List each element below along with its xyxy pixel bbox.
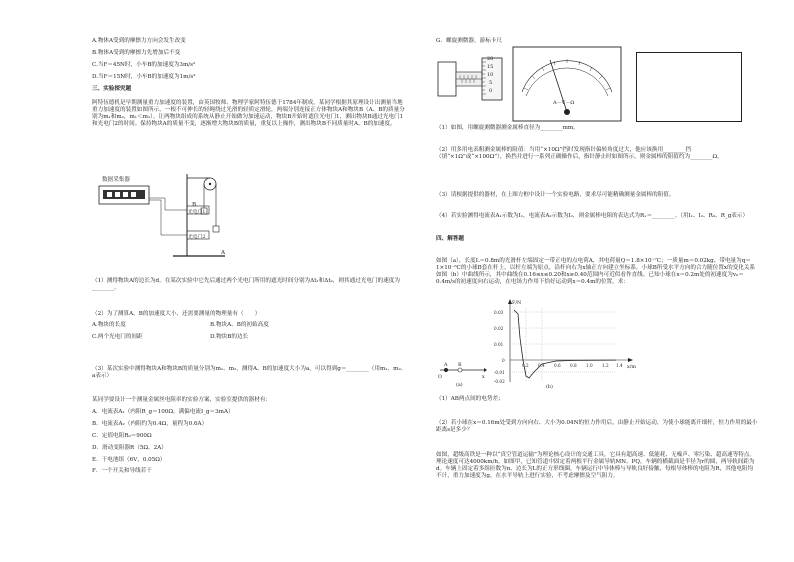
equipment-c: C．定值电阻R₀＝900Ω — [92, 433, 152, 439]
fig-label-b: B — [192, 202, 197, 208]
right-question-2: （2）用多用电表粗测金属棒的阻值：当用“×10Ω”挡时发现指针偏转角度过大，他应该换用________挡（填“×1Ω”或“×100Ω”），换挡并进行一系列正确操作后，指针静止时如图所示，则金属棒的阻值约为________Ω。 — [436, 147, 723, 160]
section-title-experiment: 三、实验探究题 — [92, 86, 132, 92]
figure-b-force-graph — [496, 298, 636, 390]
fig-label-a: A — [221, 250, 226, 256]
sub-question-1: （1）AB两点间的电势差； — [436, 396, 504, 402]
option-c: C.当F＝45N时，小车B的加速度为3m/s² — [92, 62, 196, 68]
graph-ytick: -0.02 — [494, 379, 505, 384]
graph-xtick: 1.2 — [602, 363, 609, 368]
equipment-d: D．滑动变阻器R（5Ω，2A） — [92, 445, 167, 451]
hyperloop-problem: 如图，超级高铁是一种以“真空管道运输”为理论核心设计的交通工具，它具有超高速、低能耗、无噪声、零污染、超高速等特点。理论速度可达4000km/h。如图甲，已知管道中固定着两根平行金属导轨MN、PQ，车辆的横截面是半径为r的圆，两导轨间距为d。车辆上固定着多组匝数为n、边长为L的正方形线圈，车辆运行中导体棒与导轨良好接触，每根导体棒的电阻为R，其他电阻均不计，重力加速度为g。在水平导轨上进行实验，不考虑摩擦及空气阻力。 — [436, 452, 755, 479]
graph-y-label: F/N — [512, 301, 522, 306]
right-question-4: （4）若实验测得电流表A₁示数为I₁，电流表A₂示数为I₂，则金属棒电阻的表达式为Rₓ＝________。（用I₁、I₂、R₀、R_g表示） — [436, 213, 749, 219]
fig-label-gate2: 光电门2 — [188, 235, 206, 240]
option-d: D.当F＝15N时，小车B的加速度为1m/s² — [92, 74, 196, 80]
circuit-design-box — [636, 52, 742, 122]
graph-xtick: 0.8 — [570, 363, 577, 368]
graph-xtick: 1.4 — [616, 363, 623, 368]
graph-ytick: 0 — [502, 358, 505, 363]
micrometer-tick-5: 5 — [489, 80, 493, 86]
equipment-a: A．电流表A₁（内阻R_g＝100Ω，满偏电流I_g＝3mA） — [92, 409, 234, 415]
graph-xtick: 0.4 — [538, 363, 545, 368]
micrometer-tick-15: 15 — [487, 64, 494, 70]
graph-ytick: 0.02 — [494, 326, 504, 331]
micrometer-tick-10: 10 — [487, 72, 494, 78]
question-3: （3）某次实验中测得物块A和物块B的质量分别为m₁、m₂，测得A、B的加速度大小为a，可以得到g＝________（用m₁、m₂、a表示） — [92, 366, 407, 379]
fig-a-caption: (a) — [456, 383, 463, 388]
q2-option-b: B.物块A、B的初始高度 — [210, 322, 269, 328]
equipment-g: G．螺旋测微器，游标卡尺 — [436, 38, 503, 44]
micrometer-tick-20: 20 — [487, 56, 494, 62]
graph-xtick: 0.6 — [554, 363, 561, 368]
electric-field-problem: 如图（a），长度L＝0.8m的光滑杆左端固定一带正电的点电荷A，其电荷量Q＝1.8×10⁻⁷C；一质量m＝0.02kg、带电量为q＝1×10⁻⁶C的小球B套在杆上，以杆左端为原点，沿杆向右为x轴正方向建立坐标系。小球B所受水平方向的合力随位置x的变化关系如图（b）中曲线所示，其中曲线在0.16≤x≤0.20和x≥0.40范围内可近似看作直线。已知小球在x＝0.2m处的初速度为v₀＝0.4m/s的初速度向右运动，在电场力作用下恰好运动到x＝0.4m的位置，求： — [436, 258, 756, 285]
equipment-f: F．一个开关和导线若干 — [92, 468, 152, 474]
graph-xtick: 1.0 — [586, 363, 593, 368]
question-2: （2）为了测算A、B的加速度大小，还需要测量的物理量有（ ） — [92, 311, 261, 317]
option-b: B.物体A受到的摩擦力先增加后不变 — [92, 50, 181, 56]
multimeter-mark: A－V－Ω — [553, 100, 575, 106]
fig-a-label-x: x — [482, 375, 485, 380]
q2-option-d: D.物块B的边长 — [210, 334, 249, 340]
right-question-1: （1）如图，用螺旋测微器测金属棒直径为________mm。 — [436, 125, 579, 131]
fig-label-data-recorder: 数据采集器 — [102, 177, 130, 183]
question-1: （1）测得物块A的边长为d，在某次实验中它先后通过两个光电门所用的遮光时间分别为Δt₁和Δt₂，则其通过光电门的速度为________。 — [92, 278, 400, 291]
section-title-solve: 四、解答题 — [436, 236, 464, 242]
fig-a-label-o: O — [438, 375, 442, 380]
graph-xtick: 0.2 — [522, 363, 529, 368]
option-a: A.物体A受到的摩擦力方向会发生改变 — [92, 38, 186, 44]
atwood-intro: 阿特伍德机是早期测量重力加速度的装置，由英国牧师、物理学家阿特伍德于1784年制成。某同学根据其原理设计出测量当地重力加速度的装置如图所示，一根不可伸长的轻绳绕过光滑的轻质定滑轮，两端分别连接正方体物块A和物块B（A、B的质量分别为m₁和m₂，m₁＜m₂），让两物块组成的系统从静止开始做匀加速运动，物块B开始时遮住光电门1，测出物块B通过光电门1和光电门2的时间。保持物块A的质量不变，逐渐增大物块B的质量，重复以上操作，测出物块B不同质量时A、B的加速度。 — [92, 100, 405, 127]
right-question-3: （3）请根据提供的器材，在上图方框中设计一个实验电路，要求尽可能精确测量金属棒的阻值。 — [436, 192, 675, 198]
fig-b-caption: (b) — [546, 385, 553, 390]
fig-a-label-b: B — [458, 363, 462, 368]
micrometer-tick-0: 0 — [489, 88, 493, 94]
graph-ytick: -0.01 — [494, 370, 505, 375]
graph-ytick: 0.01 — [494, 342, 504, 347]
multimeter-figure — [512, 46, 622, 122]
graph-ytick: 0.03 — [494, 310, 504, 315]
micrometer-figure — [436, 52, 506, 112]
graph-x-label: x/m — [627, 365, 636, 370]
resistivity-intro: 某同学要设计一个测量金属丝电阻率的实验方案，实验室提供的器材有： — [92, 397, 272, 403]
fig-label-gate1: 光电门1 — [188, 210, 206, 215]
equipment-e: E．干电池组（6V，0.05Ω） — [92, 457, 166, 463]
equipment-b: B．电流表A₂（内阻约为0.4Ω，量程为0.6A） — [92, 421, 208, 427]
q2-option-c: C.两个光电门的间距 — [92, 334, 143, 340]
sub-question-2: （2）若小球在x＝0.16m处受到方向向右、大小为0.04N的恒力作用后，由静止开始运动，为使小球能离开细杆，恒力作用的最小距离s是多少？ — [436, 420, 758, 433]
fig-a-label-a: A — [444, 363, 448, 368]
q2-option-a: A.物块的长度 — [92, 322, 126, 328]
